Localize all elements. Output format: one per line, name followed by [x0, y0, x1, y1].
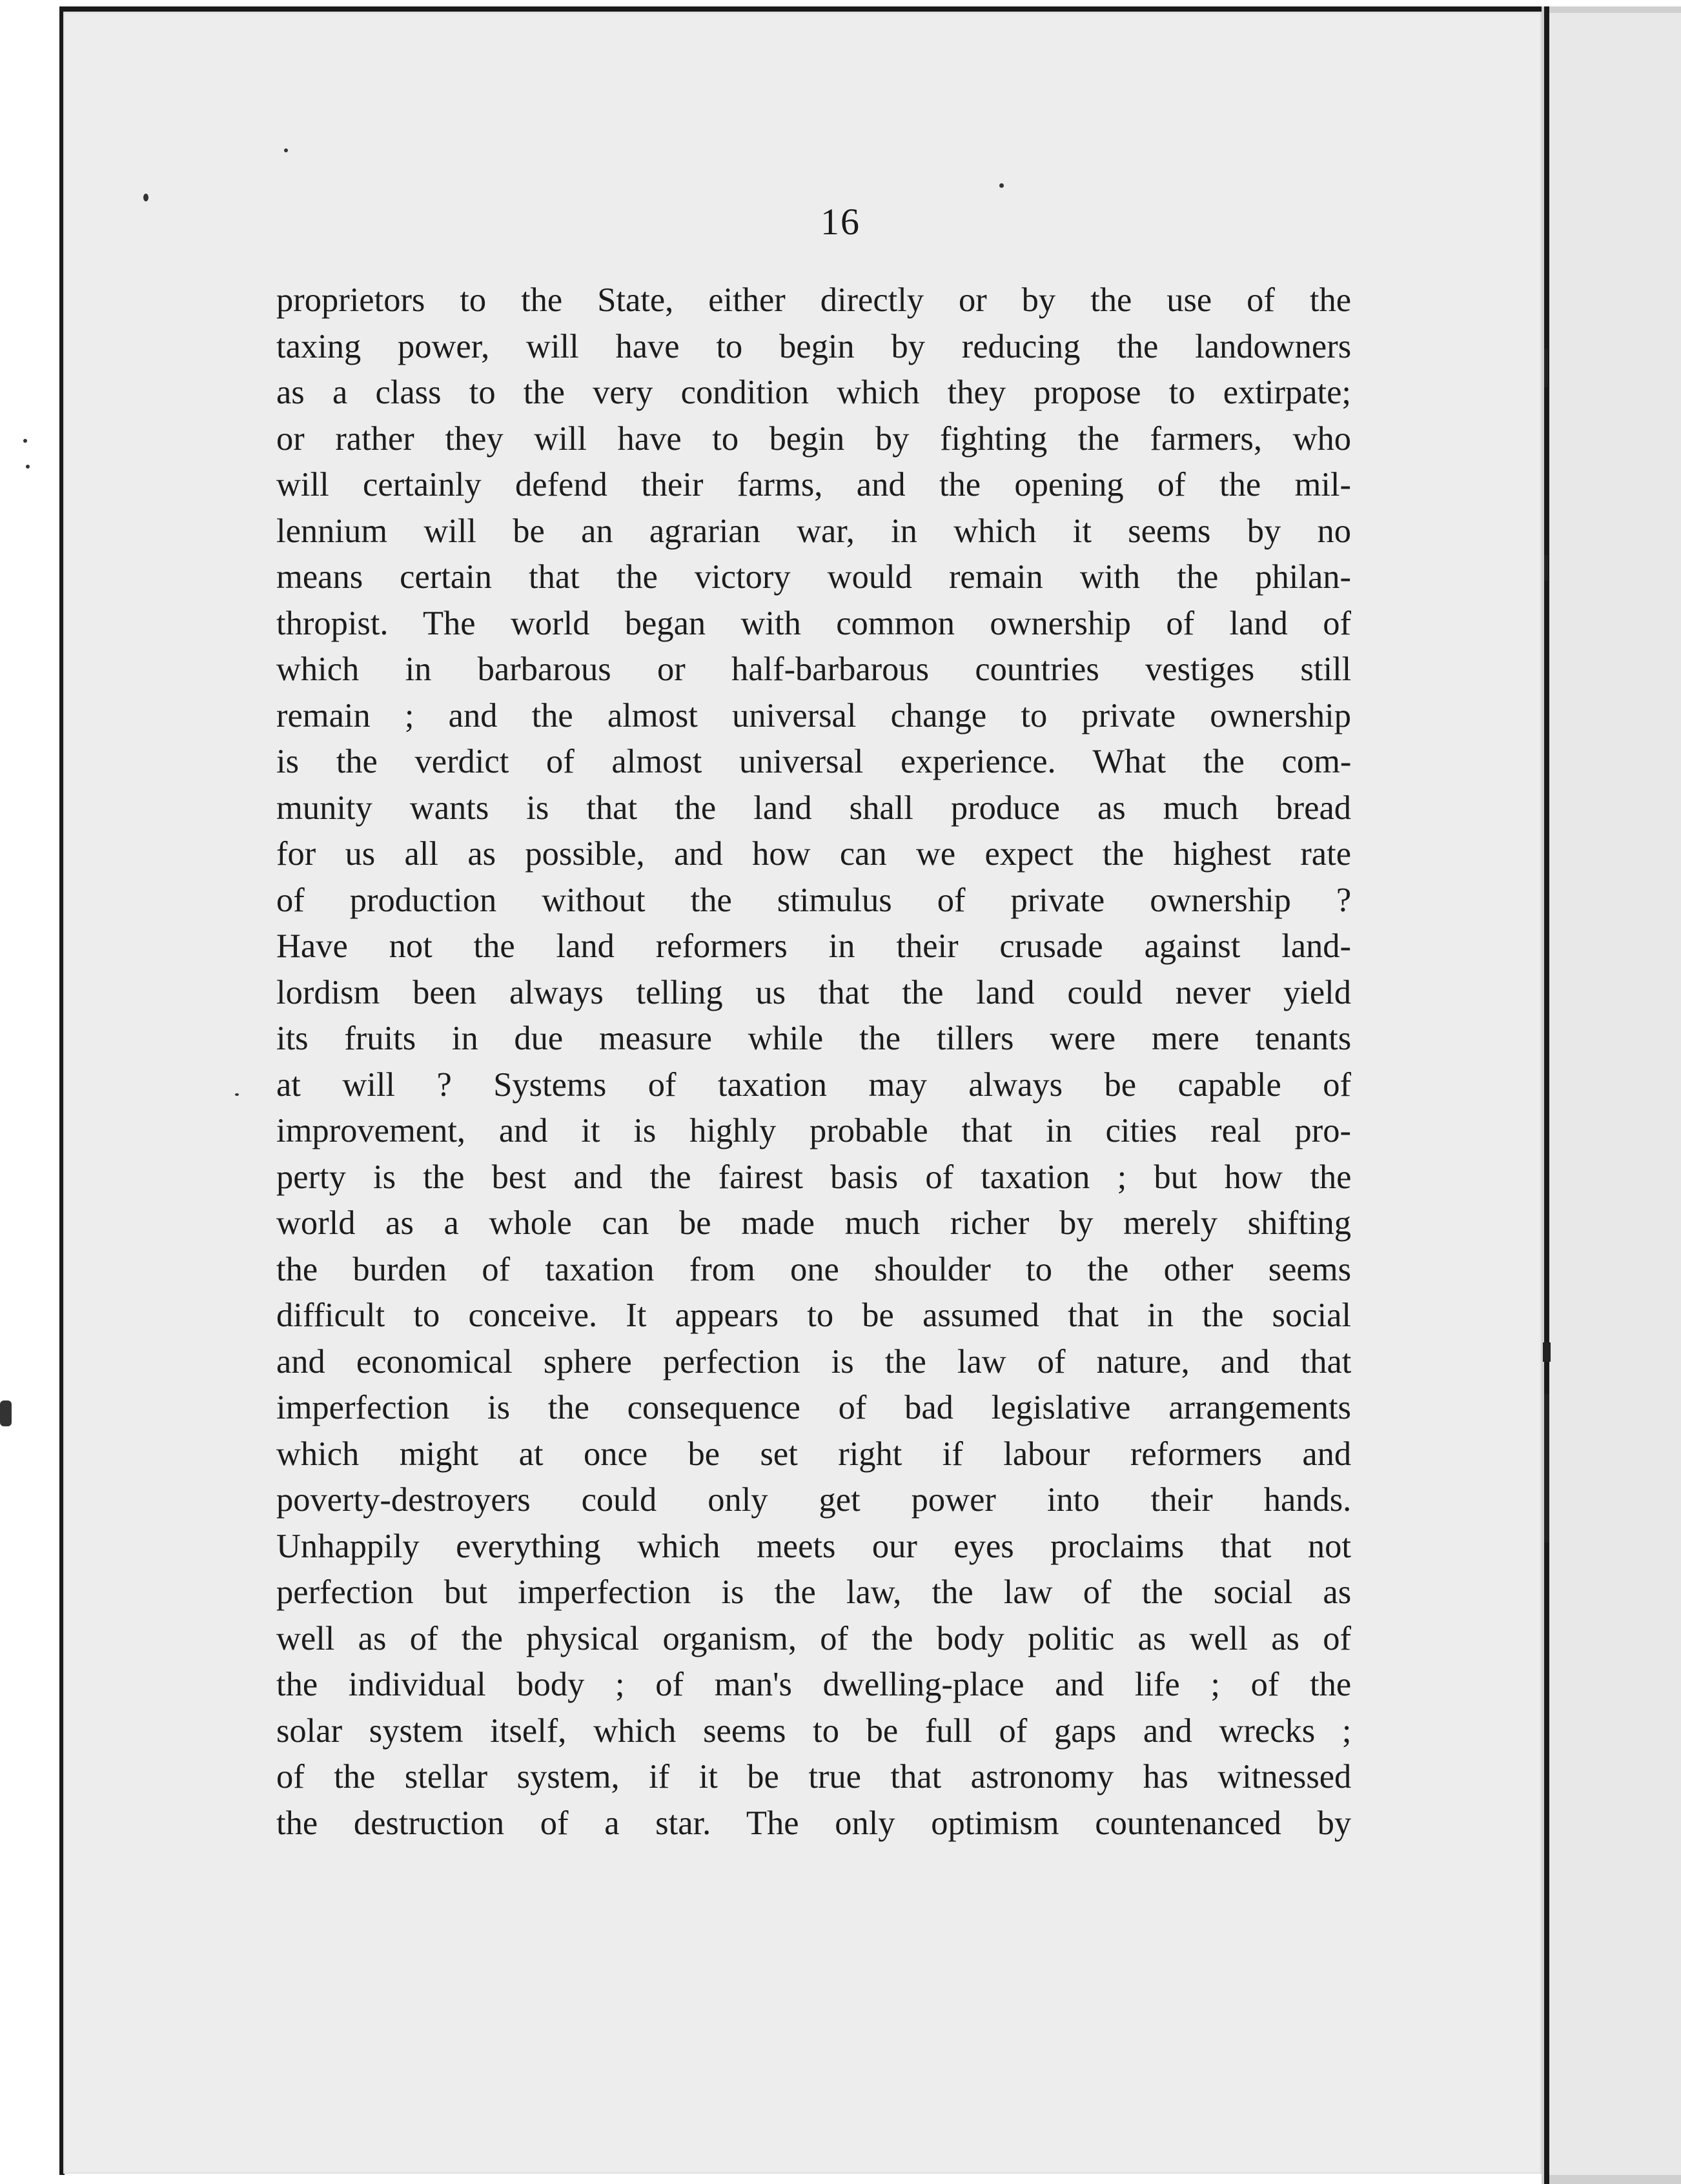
text-line: improvement, and it is highly probable that in cities real pro-	[276, 1112, 1351, 1149]
text-line: the destruction of a star. The only optimism countenanced by	[276, 1804, 1352, 1842]
text-line: its fruits in due measure while the tillers were mere tenants	[276, 1020, 1352, 1057]
text-line: which in barbarous or half-barbarous countries vestiges still	[276, 651, 1352, 688]
text-line: solar system itself, which seems to be full of gaps and wrecks ;	[276, 1712, 1352, 1750]
text-line: the individual body ; of man's dwelling-place and life ; of the	[276, 1666, 1352, 1703]
text-line: as a class to the very condition which they propose to extirpate;	[276, 374, 1352, 411]
text-line: well as of the physical organism, of the body politic as well as of	[276, 1619, 1351, 1657]
facing-page-edge	[1549, 13, 1681, 2175]
text-line: lennium will be an agrarian war, in which it seems by no	[276, 512, 1351, 550]
text-line: will certainly defend their farms, and the opening of the mil-	[276, 466, 1351, 503]
scan-speck	[284, 148, 288, 152]
binding-mark	[1544, 349, 1548, 387]
text-line: lordism been always telling us that the land could never yield	[276, 973, 1351, 1011]
text-line: of the stellar system, if it be true that astronomy has witnessed	[276, 1758, 1352, 1795]
text-line: for us all as possible, and how can we expect the highest rate	[276, 835, 1351, 873]
text-line: remain ; and the almost universal change to private ownership	[276, 696, 1351, 734]
text-line: at will ? Systems of taxation may always be capable of	[276, 1066, 1351, 1104]
page-gutter-edge	[1544, 6, 1549, 2184]
text-line: or rather they will have to begin by fighting the farmers, who	[276, 420, 1351, 458]
text-line: is the verdict of almost universal experience. What the com-	[276, 743, 1352, 780]
scan-speck	[26, 465, 30, 469]
text-line: munity wants is that the land shall produce as much bread	[276, 789, 1351, 827]
text-line: the burden of taxation from one shoulder to the other seems	[276, 1250, 1351, 1288]
text-line: taxing power, will have to begin by reducing the landowners	[276, 327, 1352, 365]
body-text	[276, 278, 1351, 1846]
text-line: Unhappily everything which meets our eyes proclaims that not	[276, 1527, 1352, 1565]
binding-mark	[1543, 1342, 1551, 1362]
text-line: perty is the best and the fairest basis of taxation ; but how the	[276, 1158, 1352, 1196]
scan-speck	[999, 183, 1004, 188]
text-line: of production without the stimulus of private ownership ?	[276, 881, 1352, 919]
text-line: thropist. The world began with common ownership of land of	[276, 604, 1351, 642]
binding-mark	[1544, 1394, 1549, 1542]
text-line: world as a whole can be made much richer by merely shifting	[276, 1204, 1352, 1242]
text-line: difficult to conceive. It appears to be assumed that in the social	[276, 1297, 1351, 1334]
text-line: poverty-destroyers could only get power into their hands.	[276, 1481, 1352, 1519]
text-line: means certain that the victory would remain with the philan-	[276, 558, 1351, 596]
page-number: 16	[820, 201, 861, 243]
text-line: and economical sphere perfection is the law of nature, and that	[276, 1342, 1352, 1380]
text-line: proprietors to the State, either directly or by the use of the	[276, 281, 1351, 319]
text-line: perfection but imperfection is the law, the law of the social as	[276, 1573, 1352, 1611]
scan-speck	[23, 439, 27, 443]
binding-mark	[1544, 555, 1548, 581]
text-line: Have not the land reformers in their crusade against land-	[276, 927, 1351, 965]
text-line: which might at once be set right if labour reformers and	[276, 1435, 1352, 1473]
scan-speck	[235, 1093, 239, 1096]
scan-speck	[0, 1400, 12, 1426]
text-line: imperfection is the consequence of bad legislative arrangements	[276, 1389, 1351, 1426]
